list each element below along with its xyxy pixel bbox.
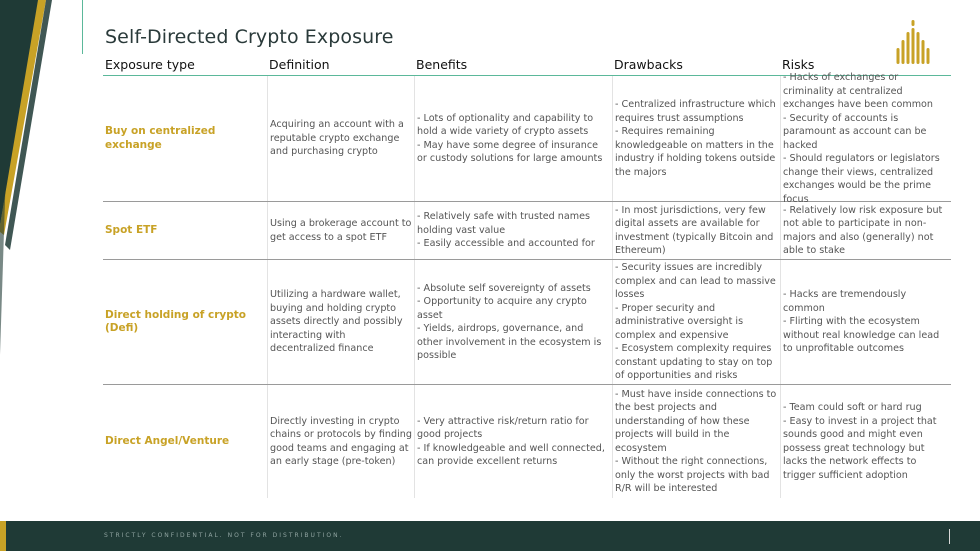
benefits-cell: - Relatively safe with trusted names holding vast value - Easily accessible and accounted for xyxy=(414,202,612,259)
drawbacks-cell: - Centralized infrastructure which requires trust assumptions - Requires remaining knowledgeable on matters in the industry if holding tokens outside the majors xyxy=(612,76,780,201)
header-drawbacks: Drawbacks xyxy=(614,57,683,72)
page-title: Self-Directed Crypto Exposure xyxy=(105,26,394,48)
exposure-type-cell: Buy on centralized exchange xyxy=(105,125,216,151)
risks-cell: - Hacks are tremendously common - Flirting with the ecosystem without real knowledge can lead to unprofitable outcomes xyxy=(780,260,951,384)
title-accent-line xyxy=(82,0,83,54)
exposure-type-cell: Spot ETF xyxy=(105,223,158,236)
confidentiality-notice: STRICTLY CONFIDENTIAL. NOT FOR DISTRIBUTION. xyxy=(104,532,344,539)
table-row xyxy=(103,385,951,498)
header-risks: Risks xyxy=(782,57,815,72)
header-definition: Definition xyxy=(269,57,330,72)
header-exposure-type: Exposure type xyxy=(105,57,195,72)
footer-accent-strip xyxy=(0,521,6,551)
corner-decoration xyxy=(0,0,70,360)
footer-divider xyxy=(949,529,950,544)
risks-cell: - Relatively low risk exposure but not able to participate in non-majors and also (generally) not able to stake xyxy=(780,202,951,259)
exposure-type-cell: Direct holding of crypto (Defi) xyxy=(105,308,246,334)
drawbacks-cell: - In most jurisdictions, very few digital assets are available for investment (typically Bitcoin and Ethereum) xyxy=(612,202,780,259)
table-row xyxy=(103,72,951,205)
risks-cell: - Hacks of exchanges or criminality at centralized exchanges have been common - Security of accounts is paramount as account can be hacked - Should regulators or legislators change their views, centralized exchanges would be the prime focus xyxy=(780,76,951,201)
definition-cell: Acquiring an account with a reputable crypto exchange and purchasing crypto xyxy=(267,76,414,201)
table-row xyxy=(103,260,951,385)
definition-cell: Using a brokerage account to get access to a spot ETF xyxy=(267,202,414,259)
table-row xyxy=(103,202,951,260)
benefits-cell: - Absolute self sovereignty of assets - Opportunity to acquire any crypto asset - Yields, airdrops, governance, and other involvement in the ecosystem is possible xyxy=(414,260,612,384)
exposure-type-cell: Direct Angel/Venture xyxy=(105,434,230,447)
header-benefits: Benefits xyxy=(416,57,468,72)
definition-cell: Directly investing in crypto chains or protocols by finding good teams and engaging at an early stage (pre-token) xyxy=(267,385,414,498)
definition-cell: Utilizing a hardware wallet, buying and holding crypto assets directly and possibly interacting with decentralized finance xyxy=(267,260,414,384)
footer-bar xyxy=(0,521,980,551)
drawbacks-cell: - Must have inside connections to the best projects and understanding of how these projects will build in the ecosystem - Without the right connections, only the worst projects with bad R/R will be interested xyxy=(612,385,780,498)
drawbacks-cell: - Security issues are incredibly complex and can lead to massive losses - Proper security and administrative oversight is complex and expensive - Ecosystem complexity requires constant updating to stay on top of opportunities and risks xyxy=(612,260,780,384)
risks-cell: - Team could soft or hard rug - Easy to invest in a project that sounds good and might even possess great technology but lacks the network effects to trigger sufficient adoption xyxy=(780,385,951,498)
benefits-cell: - Very attractive risk/return ratio for good projects - If knowledgeable and well connected, can provide excellent returns xyxy=(414,385,612,498)
exposure-table xyxy=(103,55,951,498)
benefits-cell: - Lots of optionality and capability to hold a wide variety of crypto assets - May have some degree of insurance or custody solutions for large amounts xyxy=(414,76,612,201)
